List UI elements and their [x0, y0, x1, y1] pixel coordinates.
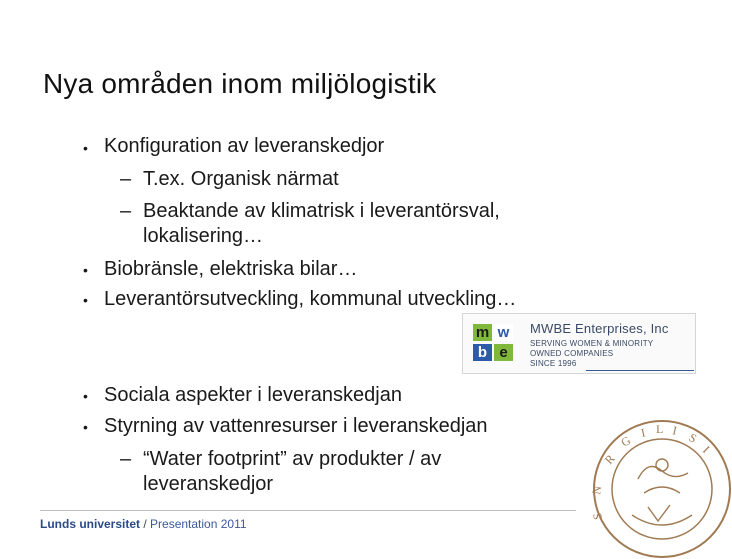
svg-text:R: R [601, 451, 618, 468]
bullet-item: Styrning av vattenresurser i leveranskedjan [104, 415, 488, 437]
logo-letter-m: m [473, 324, 492, 341]
logo-brand-name: MWBE Enterprises, Inc [530, 321, 669, 336]
footer [40, 517, 247, 531]
sub-bullet-item: T.ex. Organisk närmat [143, 168, 339, 190]
svg-text:N: N [589, 484, 605, 496]
bullet-item: Konfiguration av leveranskedjor [104, 135, 385, 157]
logo-underline [586, 370, 694, 371]
bullet-marker: • [83, 388, 88, 404]
svg-text:I: I [639, 425, 647, 440]
bullet-marker: • [83, 419, 88, 435]
svg-text:I: I [699, 443, 713, 456]
sub-bullet-item: “Water footprint” av produkter / av [143, 448, 442, 470]
logo-tagline: SINCE 1996 [530, 359, 577, 368]
logo-letter-w: w [494, 324, 513, 341]
bullet-item: Leverantörsutveckling, kommunal utveckling… [104, 288, 517, 310]
bullet-marker: • [83, 292, 88, 308]
slide-title: Nya områden inom miljölogistik [43, 68, 437, 99]
dash-marker: – [120, 200, 132, 222]
logo-letter-e: e [494, 344, 513, 361]
sub-bullet-continuation: leveranskedjor [143, 473, 274, 495]
footer-divider [40, 510, 576, 511]
bullet-marker: • [83, 262, 88, 278]
bullet-item: Sociala aspekter i leveranskedjan [104, 384, 402, 406]
svg-text:S: S [686, 430, 700, 446]
footer-university: Lunds universitet [40, 517, 141, 531]
sub-bullet-continuation: lokalisering… [143, 225, 264, 247]
university-seal-icon [589, 419, 732, 559]
svg-text:G: G [618, 433, 634, 450]
bullet-marker: • [83, 140, 88, 156]
mwbe-logo [462, 313, 696, 374]
footer-presentation: Presentation 2011 [150, 517, 247, 531]
bullet-item: Biobränsle, elektriska bilar… [104, 258, 358, 280]
dash-marker: – [120, 448, 132, 470]
logo-letter-b: b [473, 344, 492, 361]
svg-text:I: I [671, 423, 679, 438]
dash-marker: – [120, 168, 132, 190]
sub-bullet-item: Beaktande av klimatrisk i leverantörsval, [143, 200, 500, 222]
logo-tagline: OWNED COMPANIES [530, 349, 614, 358]
svg-text:L: L [656, 422, 664, 436]
logo-tagline: SERVING WOMEN & MINORITY [530, 339, 654, 348]
footer-separator: / [140, 517, 151, 531]
svg-text:S: S [590, 511, 605, 521]
